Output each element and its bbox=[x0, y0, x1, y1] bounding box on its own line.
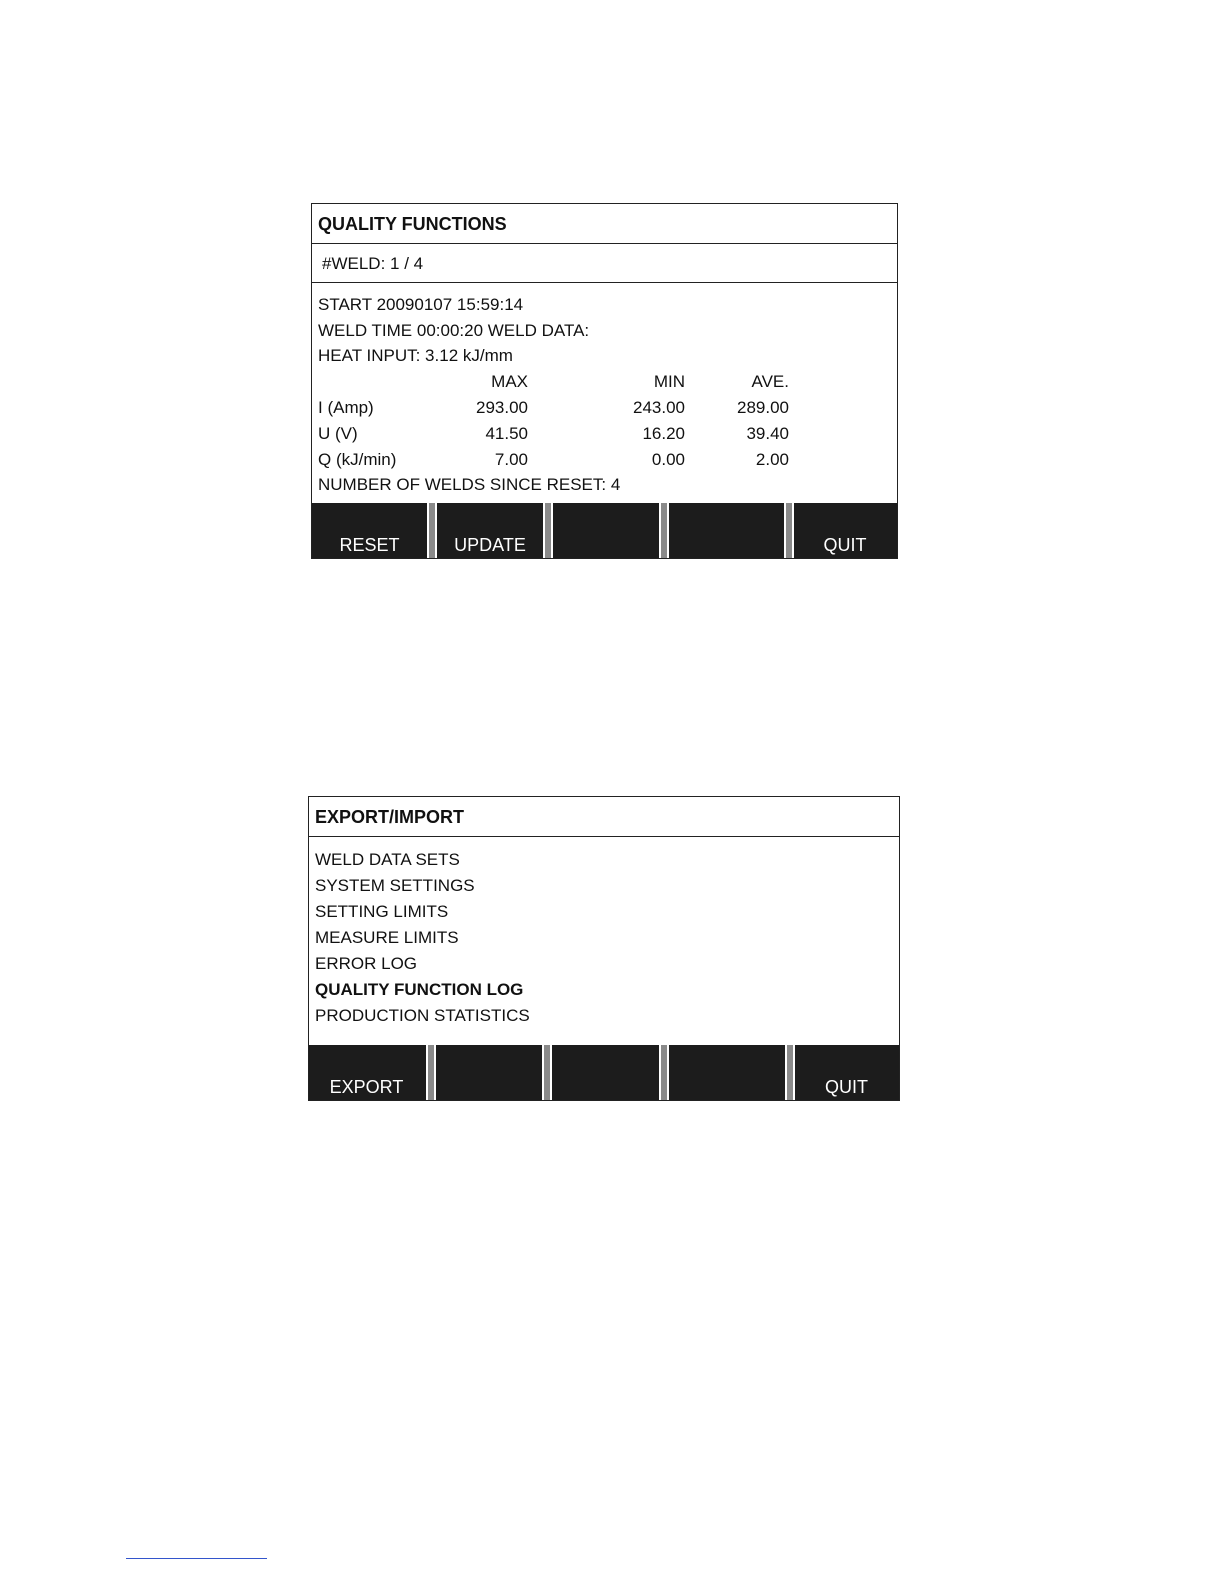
update-button[interactable]: UPDATE bbox=[454, 535, 526, 555]
softkey-divider bbox=[543, 503, 553, 558]
heat-input: HEAT INPUT: 3.12 kJ/mm bbox=[318, 346, 513, 365]
current-min: 243.00 bbox=[633, 398, 685, 417]
export-import-title: EXPORT/IMPORT bbox=[309, 797, 899, 837]
reset-button[interactable]: RESET bbox=[339, 535, 400, 555]
row-label-heat: Q (kJ/min) bbox=[318, 450, 397, 469]
softkey-3-button[interactable] bbox=[552, 1045, 658, 1100]
softkey-bar bbox=[312, 503, 897, 558]
softkey-3-button[interactable] bbox=[553, 503, 659, 558]
heat-max: 7.00 bbox=[494, 450, 528, 469]
welds-since-reset: NUMBER OF WELDS SINCE RESET: 4 bbox=[318, 475, 621, 494]
quality-functions-screen bbox=[311, 203, 898, 559]
voltage-max: 41.50 bbox=[485, 424, 528, 443]
softkey-divider bbox=[785, 1045, 795, 1100]
softkey-4-button[interactable] bbox=[669, 503, 784, 558]
menu-item-measure-limits[interactable]: MEASURE LIMITS bbox=[315, 928, 459, 947]
softkey-divider bbox=[542, 1045, 552, 1100]
footnote-rule bbox=[126, 1558, 267, 1559]
column-header-max: MAX bbox=[491, 372, 528, 391]
softkey-divider bbox=[784, 503, 794, 558]
current-ave: 289.00 bbox=[737, 398, 789, 417]
export-button[interactable]: EXPORT bbox=[329, 1077, 404, 1097]
voltage-ave: 39.40 bbox=[746, 424, 789, 443]
softkey-bar bbox=[309, 1045, 899, 1100]
menu-item-system-settings[interactable]: SYSTEM SETTINGS bbox=[315, 876, 475, 895]
menu-item-setting-limits[interactable]: SETTING LIMITS bbox=[315, 902, 449, 921]
menu-item-weld-data-sets[interactable]: WELD DATA SETS bbox=[315, 850, 460, 869]
softkey-2-button[interactable] bbox=[436, 1045, 542, 1100]
menu-item-quality-function-log[interactable]: QUALITY FUNCTION LOG bbox=[315, 980, 524, 999]
quality-functions-title: QUALITY FUNCTIONS bbox=[312, 204, 897, 244]
quit-button[interactable]: QUIT bbox=[825, 1077, 868, 1097]
menu-item-error-log[interactable]: ERROR LOG bbox=[315, 954, 418, 973]
export-import-screen bbox=[308, 796, 900, 1101]
softkey-divider bbox=[659, 503, 669, 558]
quit-button[interactable]: QUIT bbox=[823, 535, 867, 555]
weld-time: WELD TIME 00:00:20 WELD DATA: bbox=[318, 321, 590, 340]
row-label-voltage: U (V) bbox=[318, 424, 358, 443]
start-timestamp: START 20090107 15:59:14 bbox=[318, 295, 524, 314]
heat-min: 0.00 bbox=[651, 450, 685, 469]
softkey-divider bbox=[427, 503, 437, 558]
softkey-divider bbox=[659, 1045, 669, 1100]
voltage-min: 16.20 bbox=[642, 424, 685, 443]
menu-item-production-statistics[interactable]: PRODUCTION STATISTICS bbox=[315, 1006, 530, 1025]
current-max: 293.00 bbox=[476, 398, 528, 417]
softkey-divider bbox=[426, 1045, 436, 1100]
column-header-min: MIN bbox=[653, 372, 685, 391]
weld-counter: #WELD: 1 / 4 bbox=[312, 244, 897, 283]
softkey-4-button[interactable] bbox=[669, 1045, 785, 1100]
column-header-ave: AVE. bbox=[751, 372, 789, 391]
heat-ave: 2.00 bbox=[755, 450, 789, 469]
row-label-current: I (Amp) bbox=[318, 398, 374, 417]
